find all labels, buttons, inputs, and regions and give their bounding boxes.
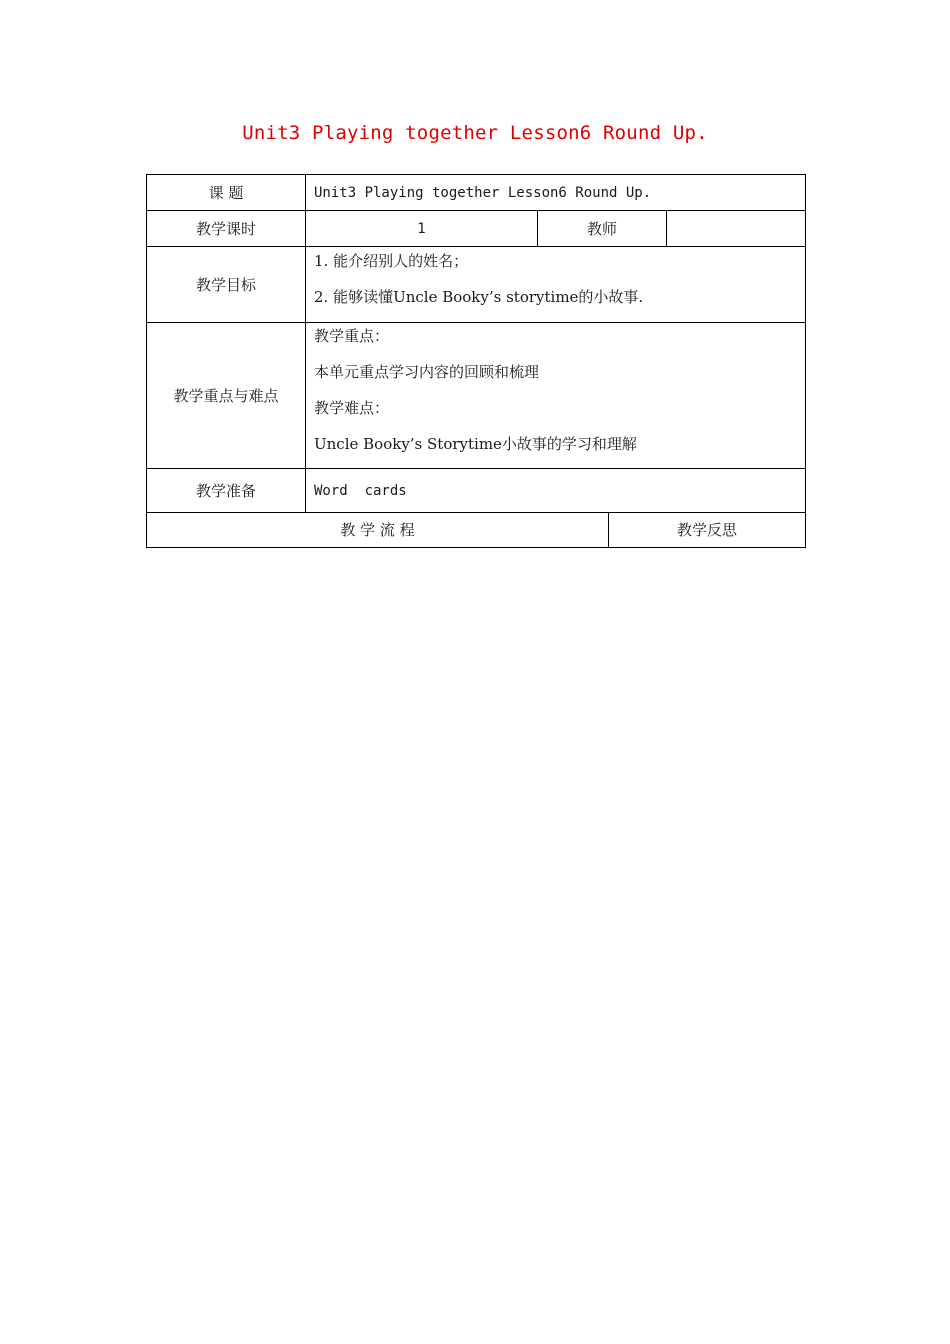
preparation-label: 教学准备: [147, 469, 306, 513]
objectives-row: [147, 247, 806, 323]
lesson-plan-table: [146, 174, 806, 548]
topic-row: [147, 175, 806, 211]
difficulty-text: Uncle Booky’s Storytime小故事的学习和理解: [314, 435, 637, 453]
period-label: 教学课时: [147, 211, 306, 247]
document-title: Unit3 Playing together Lesson6 Round Up.: [242, 122, 708, 144]
key-point-text: 本单元重点学习内容的回顾和梳理: [314, 363, 540, 381]
key-points-label: 教学重点与难点: [147, 323, 306, 469]
process-label: 教 学 流 程: [147, 513, 609, 548]
topic-value: Unit3 Playing together Lesson6 Round Up.: [306, 175, 806, 211]
key-point-heading: 教学重点：: [314, 327, 390, 345]
period-row: [147, 211, 806, 247]
objective-item: 1. 能介绍别人的姓名；: [314, 252, 469, 270]
footer-row: [147, 513, 806, 548]
period-value: 1: [306, 211, 538, 247]
difficulty-heading: 教学难点：: [314, 399, 390, 417]
preparation-value: Word cards: [306, 469, 806, 513]
objectives-label: 教学目标: [147, 247, 306, 323]
key-points-content: [306, 323, 806, 469]
teacher-label: 教师: [538, 211, 667, 247]
preparation-row: [147, 469, 806, 513]
objectives-content: [306, 247, 806, 323]
key-points-row: [147, 323, 806, 469]
reflection-label: 教学反思: [609, 513, 806, 548]
topic-label: 课 题: [147, 175, 306, 211]
teacher-value: [667, 211, 806, 247]
objective-item: 2. 能够读懂Uncle Booky’s storytime的小故事.: [314, 288, 644, 306]
